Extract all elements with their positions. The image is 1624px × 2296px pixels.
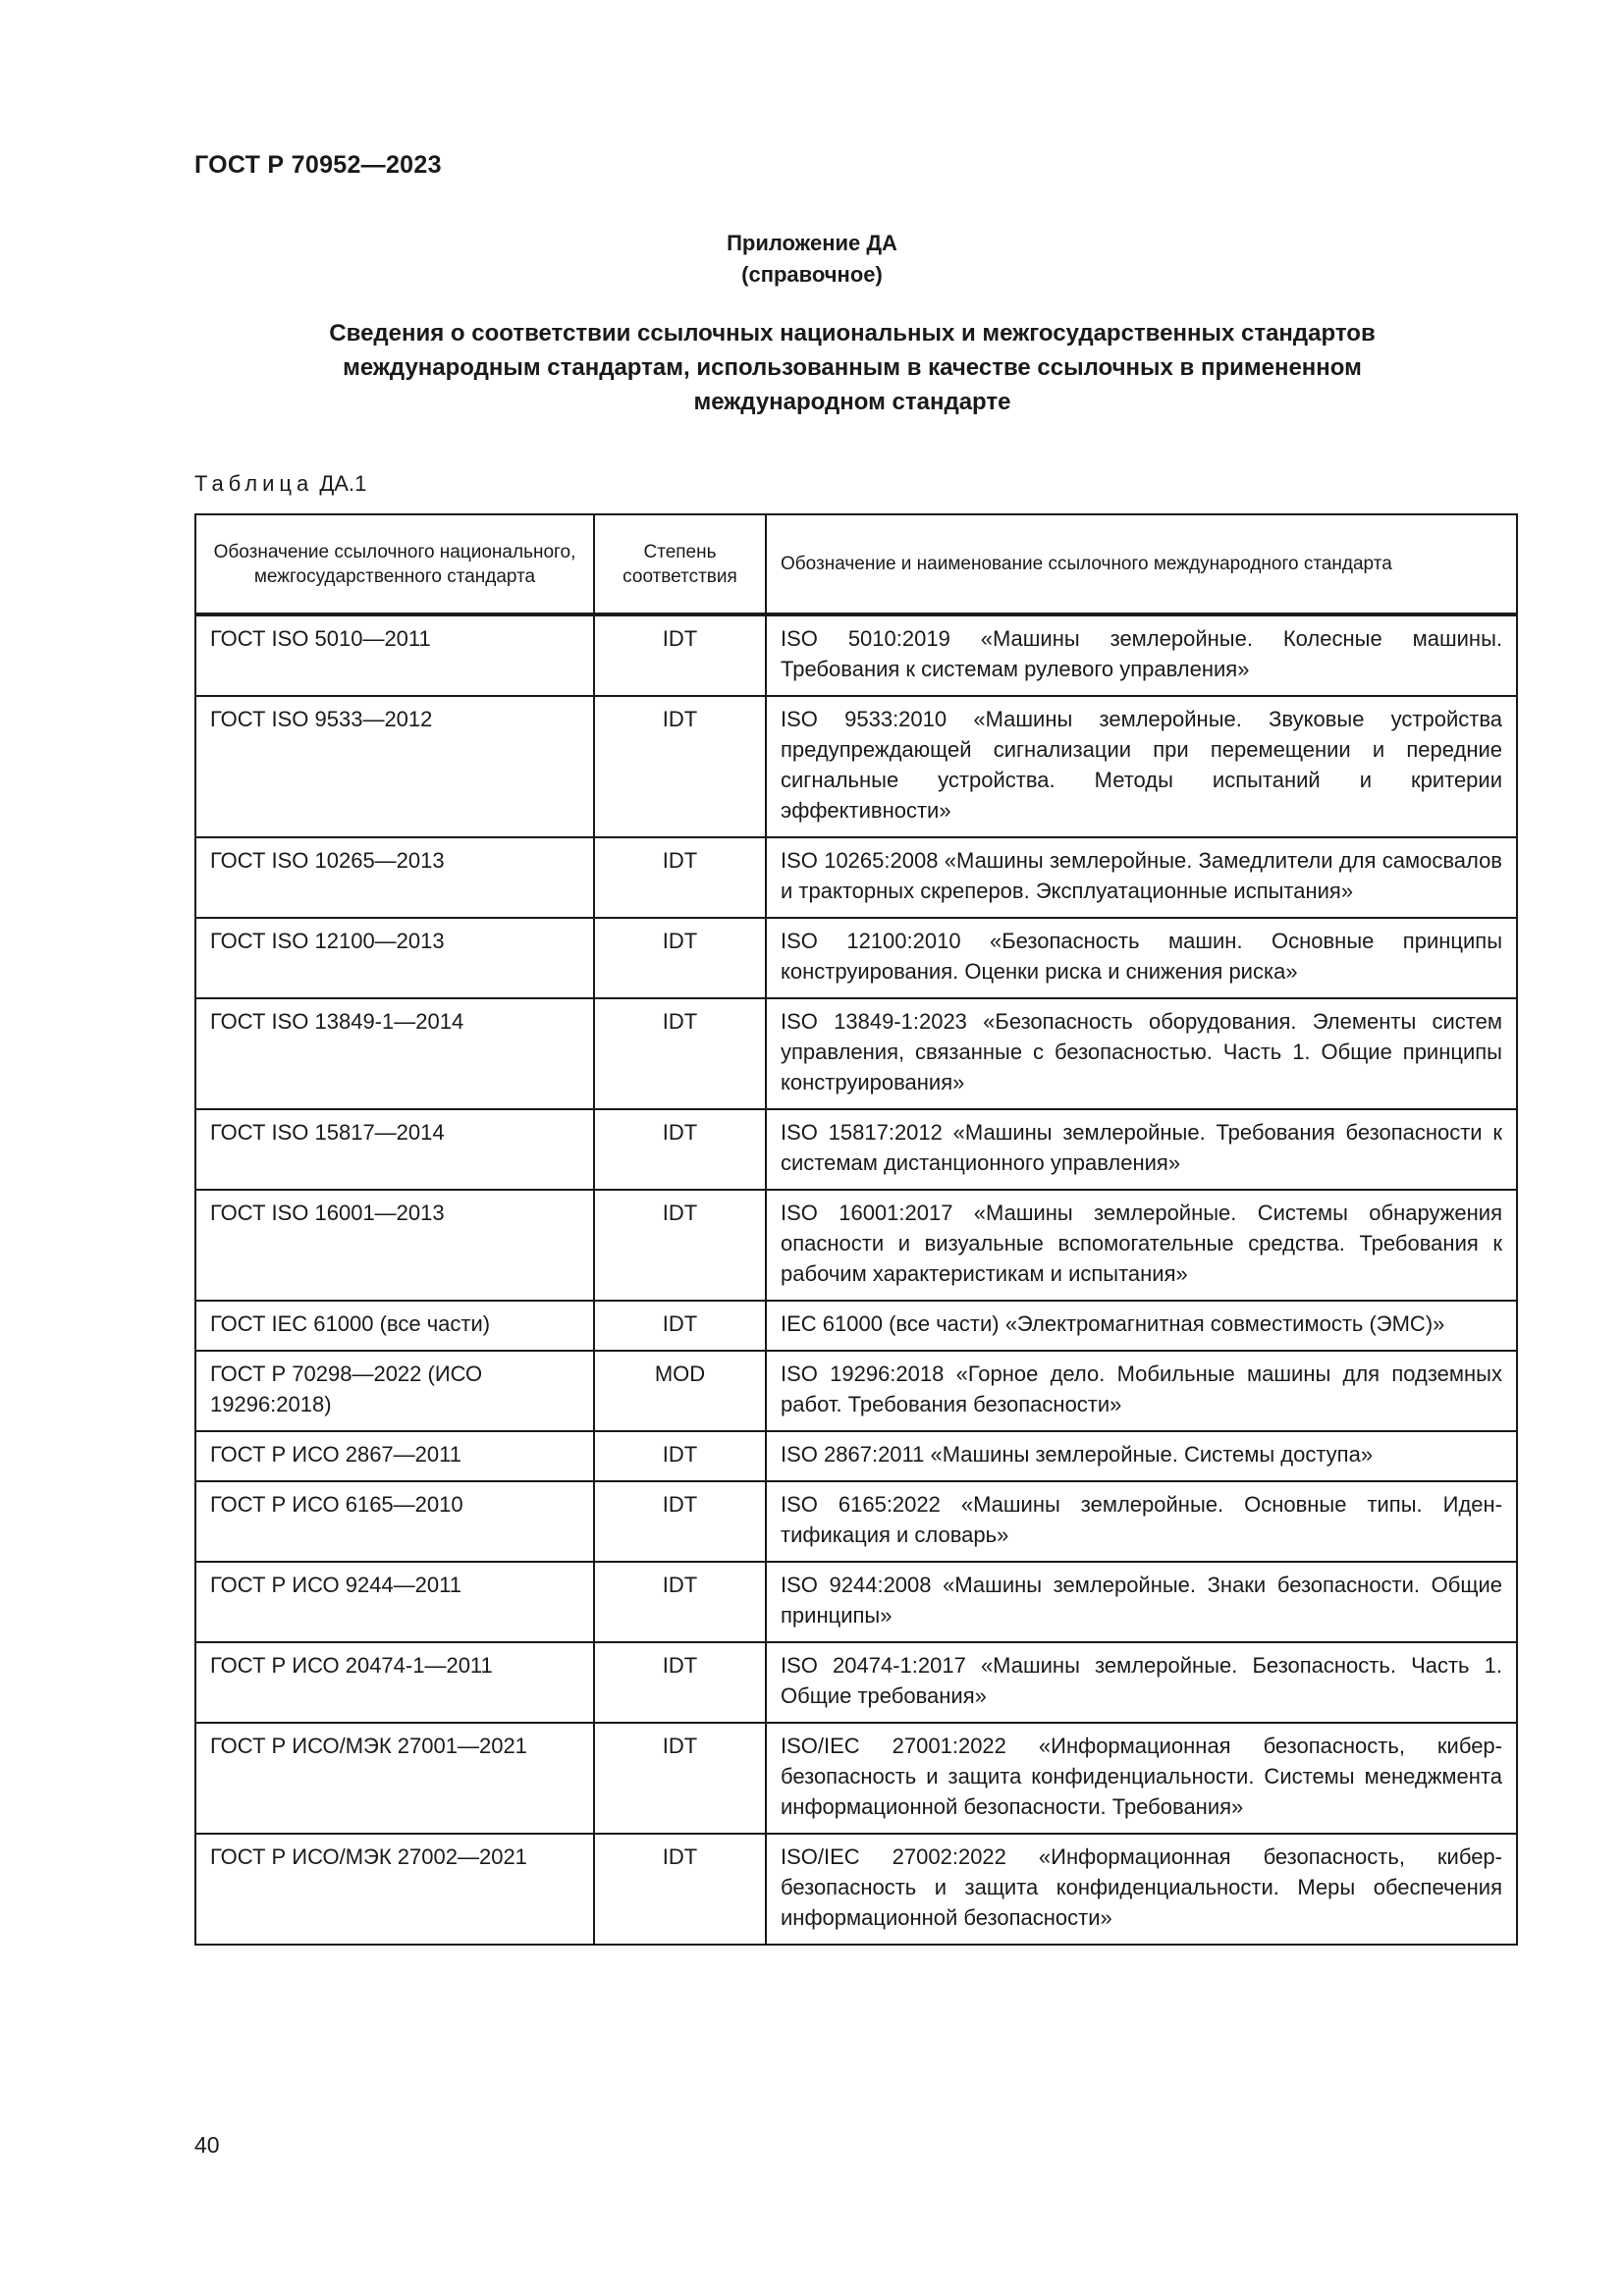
table-header-row	[195, 514, 1517, 614]
document-code: ГОСТ Р 70952—2023	[194, 151, 442, 179]
table-row	[195, 1109, 1517, 1190]
international-standard-cell: ISO 2867:2011 «Машины землеройные. Системы доступа»	[766, 1431, 1517, 1481]
column-header-national: Обозначение ссылочного национального, межгосударственного стандарта	[195, 514, 594, 614]
degree-cell: IDT	[594, 1481, 766, 1562]
annex-title-block	[0, 228, 1624, 291]
table-row	[195, 1642, 1517, 1723]
table-row	[195, 1190, 1517, 1301]
degree-cell: IDT	[594, 1723, 766, 1834]
table-row	[195, 1481, 1517, 1562]
degree-cell: IDT	[594, 1834, 766, 1945]
table-caption-number: ДА.1	[319, 471, 367, 496]
international-standard-cell: ISO 13849-1:2023 «Безопасность оборудования. Элементы систем управления, связанные с безопасностью. Часть 1. Общие принципы конструирования»	[766, 998, 1517, 1109]
column-header-international: Обозначение и наименование ссылочного международного стандарта	[766, 514, 1517, 614]
table-row	[195, 1723, 1517, 1834]
national-standard-cell: ГОСТ Р 70298—2022 (ИСО 19296:2018)	[195, 1351, 594, 1431]
table-row	[195, 837, 1517, 918]
standards-table	[194, 513, 1518, 1946]
page-number: 40	[194, 2132, 220, 2158]
degree-cell: IDT	[594, 614, 766, 696]
national-standard-cell: ГОСТ Р ИСО 2867—2011	[195, 1431, 594, 1481]
international-standard-cell: IEC 61000 (все части) «Электромагнитная совместимость (ЭМС)»	[766, 1301, 1517, 1351]
international-standard-cell: ISO/IEC 27002:2022 «Информационная безопасность, кибербезопасность и защита конфиденциальности. Меры обеспечения информационной безопасности»	[766, 1834, 1517, 1945]
table-row	[195, 1301, 1517, 1351]
national-standard-cell: ГОСТ ISO 16001—2013	[195, 1190, 594, 1301]
annex-heading-line: Сведения о соответствии ссылочных национальных и межгосударственных стандартов	[329, 320, 1376, 347]
column-header-degree: Степень соответствия	[594, 514, 766, 614]
annex-title: Приложение ДА	[727, 231, 897, 255]
degree-cell: IDT	[594, 1562, 766, 1642]
degree-cell: IDT	[594, 837, 766, 918]
national-standard-cell: ГОСТ ISO 10265—2013	[195, 837, 594, 918]
degree-cell: IDT	[594, 1109, 766, 1190]
degree-cell: IDT	[594, 918, 766, 998]
degree-cell: IDT	[594, 1301, 766, 1351]
annex-heading-line: международным стандартам, использованным в качестве ссылочных в примененном	[343, 354, 1362, 381]
national-standard-cell: ГОСТ IEC 61000 (все части)	[195, 1301, 594, 1351]
national-standard-cell: ГОСТ Р ИСО 6165—2010	[195, 1481, 594, 1562]
international-standard-cell: ISO/IEC 27001:2022 «Информационная безопасность, кибербезопасность и защита конфиденциальности. Системы менеджмента информационной безопасности. Требования»	[766, 1723, 1517, 1834]
degree-cell: IDT	[594, 1431, 766, 1481]
table-caption-word: Таблица	[194, 471, 314, 496]
degree-cell: IDT	[594, 1642, 766, 1723]
international-standard-cell: ISO 10265:2008 «Машины землеройные. Замедлители для самосвалов и тракторных скреперов. Эксплуатационные испытания»	[766, 837, 1517, 918]
national-standard-cell: ГОСТ Р ИСО 9244—2011	[195, 1562, 594, 1642]
degree-cell: IDT	[594, 696, 766, 837]
table-row	[195, 1834, 1517, 1945]
national-standard-cell: ГОСТ ISO 5010—2011	[195, 614, 594, 696]
national-standard-cell: ГОСТ ISO 12100—2013	[195, 918, 594, 998]
table-caption	[194, 471, 366, 497]
international-standard-cell: ISO 15817:2012 «Машины землеройные. Требования безопасности к системам дистанционного управления»	[766, 1109, 1517, 1190]
international-standard-cell: ISO 9533:2010 «Машины землеройные. Звуковые устройства предупреждающей сигнализации при перемещении и передние сигнальные устройства. Методы испытаний и критерии эффективности»	[766, 696, 1517, 837]
national-standard-cell: ГОСТ Р ИСО 20474-1—2011	[195, 1642, 594, 1723]
national-standard-cell: ГОСТ ISO 9533—2012	[195, 696, 594, 837]
international-standard-cell: ISO 16001:2017 «Машины землеройные. Системы обнаружения опасности и визуальные вспомогательные средства. Требования к рабочим характеристикам и испытания»	[766, 1190, 1517, 1301]
international-standard-cell: ISO 5010:2019 «Машины землеройные. Колесные машины. Требования к системам рулевого управления»	[766, 614, 1517, 696]
national-standard-cell: ГОСТ ISO 15817—2014	[195, 1109, 594, 1190]
annex-heading	[194, 316, 1510, 419]
international-standard-cell: ISO 9244:2008 «Машины землеройные. Знаки безопасности. Общие принципы»	[766, 1562, 1517, 1642]
table-row	[195, 1562, 1517, 1642]
national-standard-cell: ГОСТ Р ИСО/МЭК 27001—2021	[195, 1723, 594, 1834]
international-standard-cell: ISO 19296:2018 «Горное дело. Мобильные машины для подземных работ. Требования безопасности»	[766, 1351, 1517, 1431]
international-standard-cell: ISO 20474-1:2017 «Машины землеройные. Безопасность. Часть 1. Общие требования»	[766, 1642, 1517, 1723]
degree-cell: IDT	[594, 1190, 766, 1301]
table-row	[195, 614, 1517, 696]
national-standard-cell: ГОСТ ISO 13849-1—2014	[195, 998, 594, 1109]
annex-status: (справочное)	[741, 262, 883, 287]
international-standard-cell: ISO 12100:2010 «Безопасность машин. Основные принципы конструирования. Оценки риска и снижения риска»	[766, 918, 1517, 998]
annex-heading-line: международном стандарте	[693, 389, 1011, 415]
table-row	[195, 1431, 1517, 1481]
table-row	[195, 1351, 1517, 1431]
international-standard-cell: ISO 6165:2022 «Машины землеройные. Основные типы. Идентификация и словарь»	[766, 1481, 1517, 1562]
degree-cell: IDT	[594, 998, 766, 1109]
national-standard-cell: ГОСТ Р ИСО/МЭК 27002—2021	[195, 1834, 594, 1945]
table-row	[195, 696, 1517, 837]
table-row	[195, 998, 1517, 1109]
table-row	[195, 918, 1517, 998]
degree-cell: MOD	[594, 1351, 766, 1431]
